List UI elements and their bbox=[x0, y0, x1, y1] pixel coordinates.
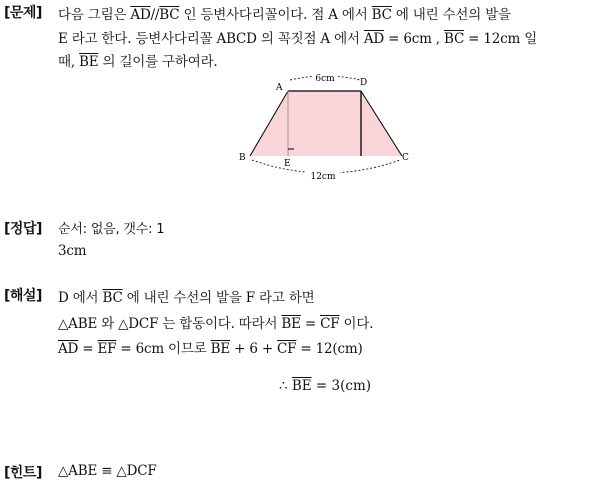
hint-label: [힌트] bbox=[4, 465, 42, 481]
problem-line-2 bbox=[58, 27, 537, 47]
vertex-d: D bbox=[360, 78, 368, 88]
solution-conclusion bbox=[0, 378, 592, 394]
hint-line-1: △ABE ≡ △DCF bbox=[58, 463, 157, 479]
problem-line-1 bbox=[58, 3, 511, 23]
segment-be: $\overline{BE}$ bbox=[281, 316, 301, 332]
segment-be: $\overline{BE}$ bbox=[79, 54, 99, 70]
top-length-label: 6cm bbox=[315, 74, 335, 84]
solution-line-3 bbox=[58, 337, 363, 357]
text: 에 내린 수선의 발을 F 라고 하면 bbox=[122, 290, 315, 306]
problem-line-3 bbox=[58, 50, 218, 70]
segment-cf: $\overline{CF}$ bbox=[277, 341, 297, 357]
text: 의 길이를 구하여라. bbox=[98, 54, 218, 70]
bottom-length-label: 12cm bbox=[310, 172, 336, 182]
answer-label: [정답] bbox=[4, 221, 42, 237]
trapezoid-fill bbox=[250, 91, 402, 156]
text: ∴ bbox=[278, 378, 292, 394]
text: = 12(cm) bbox=[296, 341, 363, 357]
text: 다음 그림은 bbox=[58, 7, 131, 23]
answer-line-2: 3cm bbox=[58, 243, 87, 259]
text: 이다. bbox=[339, 316, 374, 332]
text: 에 내린 수선의 발을 bbox=[391, 7, 511, 23]
segment-cf: $\overline{CF}$ bbox=[320, 316, 340, 332]
text: = 12cm 일 bbox=[464, 31, 538, 47]
segment-ad: $\overline{AD}$ bbox=[130, 7, 151, 23]
answer-line-1: 순서: 없음, 갯수: 1 bbox=[58, 222, 165, 237]
solution-label: [해설] bbox=[4, 288, 42, 304]
vertex-c: C bbox=[402, 153, 409, 163]
segment-bc: $\overline{BC}$ bbox=[371, 7, 392, 23]
segment-ef: $\overline{EF}$ bbox=[97, 341, 117, 357]
text: = 6cm 이므로 bbox=[116, 341, 211, 357]
text: = 3(cm) bbox=[311, 378, 372, 394]
vertex-b: B bbox=[239, 153, 246, 163]
segment-be: $\overline{BE}$ bbox=[291, 378, 312, 394]
text: E 라고 한다. 등변사다리꼴 ABCD 의 꼭짓점 A 에서 bbox=[58, 31, 364, 47]
text: = bbox=[300, 316, 321, 332]
solution-line-2 bbox=[58, 312, 373, 332]
text: 때, bbox=[58, 54, 80, 70]
text: △ABE 와 △DCF 는 합동이다. 따라서 bbox=[58, 316, 282, 332]
segment-ad: $\overline{AD}$ bbox=[363, 31, 385, 47]
point-e: E bbox=[284, 159, 291, 169]
text: 인 등변사다리꼴이다. 점 A 에서 bbox=[179, 7, 372, 23]
segment-bc: $\overline{BC}$ bbox=[443, 31, 465, 47]
text: = bbox=[78, 341, 98, 357]
segment-be: $\overline{BE}$ bbox=[210, 341, 231, 357]
vertex-a: A bbox=[276, 83, 283, 93]
text: + 6 + bbox=[230, 341, 278, 357]
segment-bc: $\overline{BC}$ bbox=[159, 7, 180, 23]
problem-label: [문제] bbox=[4, 5, 42, 21]
text: D 에서 bbox=[58, 290, 103, 306]
text: = 6cm , bbox=[384, 31, 444, 47]
parallel-sign: // bbox=[150, 7, 160, 23]
trapezoid-figure bbox=[230, 70, 420, 182]
segment-bc: $\overline{BC}$ bbox=[102, 290, 123, 306]
segment-ad: $\overline{AD}$ bbox=[58, 341, 79, 357]
solution-line-1 bbox=[58, 286, 315, 306]
